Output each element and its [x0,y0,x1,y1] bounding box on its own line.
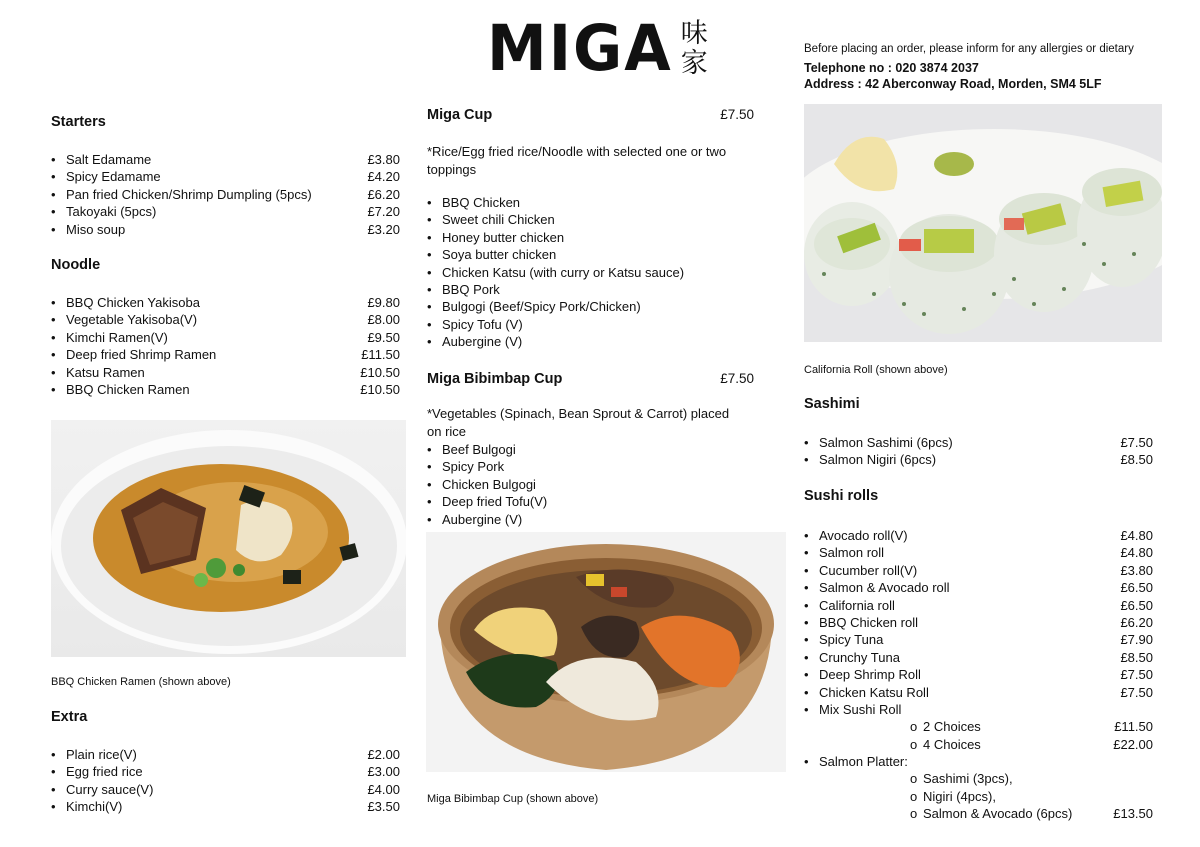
item-price: £6.50 [1120,580,1153,596]
item-name: • Salt Edamame [51,151,151,168]
menu-item [427,316,767,333]
sub-item [804,718,1153,735]
item-name: • Honey butter chicken [427,229,564,246]
item-price: £6.20 [367,186,400,202]
item-name: • Deep fried Tofu(V) [427,493,547,510]
item-name: • Salmon & Avocado roll [804,579,950,596]
miga-cup-title: Miga Cup [427,107,493,123]
item-price: £3.80 [1120,562,1153,578]
item-price: £10.50 [360,364,400,380]
item-price: £8.50 [1120,452,1153,468]
item-name: • Chicken Katsu Roll [804,684,929,701]
menu-item [804,434,1153,451]
menu-item [51,781,400,798]
item-price: £7.90 [1120,632,1153,648]
starters-title: Starters [51,114,106,130]
brand-cjk-bottom: 家 [680,48,708,79]
menu-item [427,298,767,315]
sub-item-price: £13.50 [1113,806,1153,822]
item-name: • Miso soup [51,221,125,238]
bibimbap-cup-list [427,441,767,528]
menu-item [427,441,767,458]
item-price: £8.00 [367,312,400,328]
extra-list [51,746,400,816]
sub-item-name: o Nigiri (4pcs), [804,788,996,805]
california-roll-illustration [804,104,1162,342]
starters-list [51,151,400,238]
item-name: • Soya butter chicken [427,246,556,263]
menu-item [51,798,400,815]
telephone: Telephone no : 020 3874 2037 [804,61,979,75]
menu-item [51,763,400,780]
menu-item [427,511,767,528]
item-name: • Takoyaki (5pcs) [51,203,156,220]
item-price: £7.50 [1120,667,1153,683]
item-name: • Aubergine (V) [427,333,522,350]
item-name: • Mix Sushi Roll [804,701,901,718]
item-name: • Katsu Ramen [51,364,145,381]
menu-item [427,211,767,228]
allergy-notice: Before placing an order, please inform for any allergies or dietary [804,43,1134,55]
sub-item-price: £11.50 [1114,719,1153,735]
item-name: • BBQ Chicken roll [804,614,918,631]
item-name: • Spicy Pork [427,458,504,475]
item-name: • Crunchy Tuna [804,649,900,666]
address: Address : 42 Aberconway Road, Morden, SM4 5LF [804,77,1102,91]
item-price: £8.50 [1120,649,1153,665]
menu-item [804,631,1153,648]
item-name: • Spicy Tuna [804,631,883,648]
item-name: • Avocado roll(V) [804,527,908,544]
item-price: £3.80 [367,152,400,167]
item-name: • Aubergine (V) [427,511,522,528]
brand-logo [487,14,708,84]
item-name: • Cucumber roll(V) [804,562,917,579]
item-price: £10.50 [360,381,400,397]
menu-item [804,451,1153,468]
extra-title: Extra [51,709,88,725]
item-name: • BBQ Chicken Ramen [51,381,190,398]
ramen-illustration [51,420,406,657]
item-name: • Kimchi Ramen(V) [51,329,168,346]
menu-item [51,151,400,168]
item-name: • Pan fried Chicken/Shrimp Dumpling (5pcs) [51,186,312,203]
bibimbap-illustration [426,532,786,772]
item-name: • Salmon Nigiri (6pcs) [804,451,936,468]
noodle-title: Noodle [51,257,101,273]
sub-item-name: o Salmon & Avocado (6pcs) [804,805,1072,822]
sub-item-name: o 4 Choices [804,736,981,753]
miga-cup-header [427,107,754,123]
item-name: • Bulgogi (Beef/Spicy Pork/Chicken) [427,298,641,315]
menu-item [427,281,767,298]
item-name: • Salmon Sashimi (6pcs) [804,434,953,451]
item-name: • Deep fried Shrimp Ramen [51,346,216,363]
item-name: • California roll [804,597,895,614]
item-price: £9.80 [367,295,400,310]
item-name: • Deep Shrimp Roll [804,666,921,683]
menu-item [51,364,400,381]
item-name: • Chicken Katsu (with curry or Katsu sauce) [427,264,684,281]
miga-cup-note: *Rice/Egg fried rice/Noodle with selected one or two toppings [427,144,727,177]
item-name: • Beef Bulgogi [427,441,516,458]
item-price: £9.50 [367,329,400,345]
item-name: • Sweet chili Chicken [427,211,555,228]
item-name: • BBQ Chicken [427,194,520,211]
menu-item [804,753,1153,770]
item-name: • Spicy Edamame [51,168,161,185]
bibimbap-cup-note: *Vegetables (Spinach, Bean Sprout & Carrot) placed on rice [427,406,730,439]
item-price: £3.00 [367,764,400,780]
item-price: £6.50 [1120,597,1153,613]
menu-item [804,701,1153,718]
sushi-rolls-title: Sushi rolls [804,488,879,504]
brand-name: MIGA [487,12,673,86]
menu-item [51,746,400,763]
menu-item [427,493,767,510]
bibimbap-cup-price: £7.50 [720,371,754,386]
item-price: £7.50 [1120,684,1153,700]
item-price: £4.80 [1120,528,1153,543]
sashimi-list [804,434,1153,469]
sub-item-price: £22.00 [1113,736,1153,752]
ramen-photo [51,420,406,657]
menu-item [51,381,400,398]
menu-item [804,614,1153,631]
item-price: £7.50 [1120,435,1153,450]
menu-item [804,649,1153,666]
item-name: • Salmon Platter: [804,753,908,770]
menu-item [804,544,1153,561]
menu-item [427,194,767,211]
item-price: £7.20 [367,204,400,220]
bibimbap-cup-title: Miga Bibimbap Cup [427,371,563,387]
menu-item [427,333,767,350]
sub-item [804,770,1153,787]
sub-item-name: o 2 Choices [804,718,981,735]
menu-item [804,527,1153,544]
brand-cjk [681,19,708,79]
item-price: £4.80 [1120,545,1153,561]
menu-item [427,246,767,263]
item-name: • Spicy Tofu (V) [427,316,523,333]
item-price: £4.20 [367,169,400,185]
miga-cup-price: £7.50 [720,107,754,122]
item-price: £11.50 [361,347,400,363]
item-name: • Curry sauce(V) [51,781,153,798]
item-name: • Kimchi(V) [51,798,122,815]
menu-item [427,264,767,281]
menu-item [427,229,767,246]
item-name: • BBQ Pork [427,281,500,298]
item-name: • Plain rice(V) [51,746,137,763]
menu-item [804,562,1153,579]
item-price: £3.20 [367,221,400,237]
noodle-list [51,294,400,398]
menu-item [804,579,1153,596]
menu-item [51,203,400,220]
sushi-rolls-list [804,527,1153,823]
sub-item [804,736,1153,753]
item-name: • Vegetable Yakisoba(V) [51,311,197,328]
sub-item-name: o Sashimi (3pcs), [804,770,1013,787]
menu-item [51,346,400,363]
sashimi-title: Sashimi [804,396,860,412]
menu-item [427,458,767,475]
item-price: £3.50 [367,799,400,815]
menu-item [51,329,400,346]
menu-item [427,476,767,493]
item-price: £4.00 [367,781,400,797]
miga-cup-list [427,194,767,351]
menu-item [51,311,400,328]
menu-item [804,666,1153,683]
contact-info [804,43,1194,91]
bibimbap-photo [426,532,786,772]
sushi-photo [804,104,1162,342]
brand-cjk-top: 味 [680,18,708,49]
menu-item [51,294,400,311]
menu-item [804,684,1153,701]
item-price: £2.00 [367,747,400,762]
ramen-caption: BBQ Chicken Ramen (shown above) [51,676,231,688]
menu-item [51,186,400,203]
item-price: £6.20 [1120,614,1153,630]
bibimbap-cup-header [427,371,754,387]
item-name: • Salmon roll [804,544,884,561]
menu-item [51,168,400,185]
item-name: • Egg fried rice [51,763,143,780]
sushi-caption: California Roll (shown above) [804,364,948,376]
sub-item [804,805,1153,822]
menu-item [51,221,400,238]
item-name: • BBQ Chicken Yakisoba [51,294,200,311]
bibimbap-caption: Miga Bibimbap Cup (shown above) [427,793,599,805]
menu-item [804,597,1153,614]
item-name: • Chicken Bulgogi [427,476,536,493]
sub-item [804,788,1153,805]
